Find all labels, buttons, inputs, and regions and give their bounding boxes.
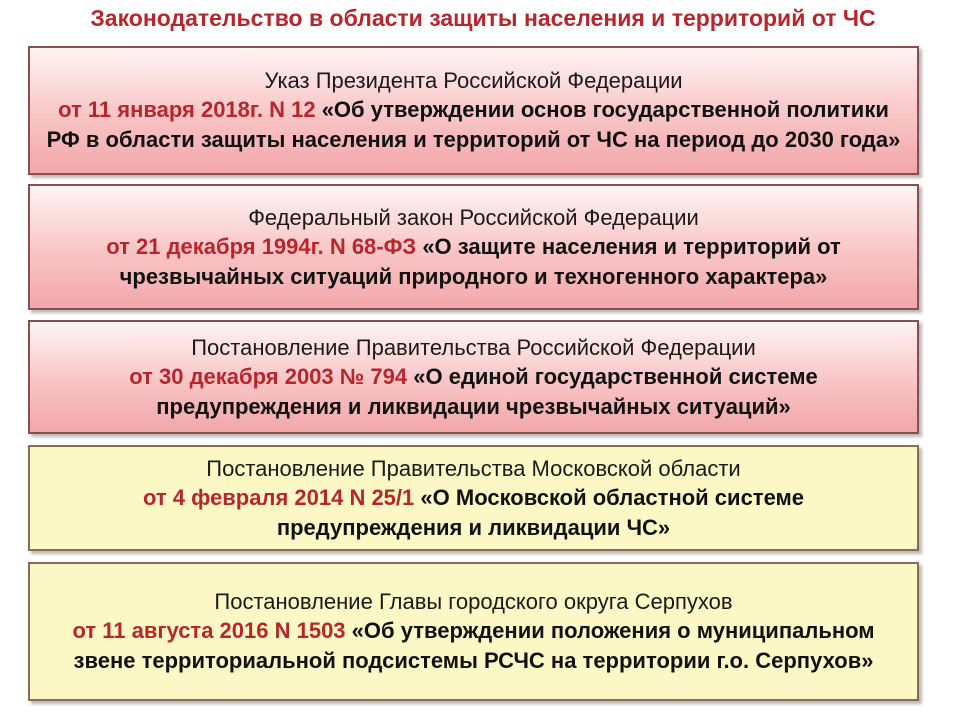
legal-act-date: от 11 августа 2016 N 1503 <box>72 618 346 643</box>
legal-act-description: «О Московской областной системе предупреждения и ликвидации ЧС» <box>276 484 805 540</box>
legal-act-description: «О единой государственной системе предупреждения и ликвидации чрезвычайных ситуаций» <box>156 363 818 419</box>
legal-act-date: от 4 февраля 2014 N 25/1 <box>142 484 415 510</box>
legal-act-date: от 11 января 2018г. N 12 <box>58 97 316 122</box>
legal-act-heading: Постановление Правительства Московской области <box>206 455 741 481</box>
legal-act-heading: Постановление Правительства Российской Федерации <box>191 334 756 360</box>
legal-act-body <box>44 232 903 292</box>
legal-act-date: от 21 декабря 1994г. N 68-ФЗ <box>106 233 417 259</box>
legal-act-card <box>28 562 919 701</box>
legal-act-body <box>44 362 903 422</box>
legal-act-heading: Указ Президента Российской Федерации <box>264 68 683 93</box>
legal-act-body <box>44 483 903 543</box>
legal-act-description: «Об утверждении положения о муниципальном звене территориальной подсистемы РСЧС на территории г.о. Серпухов» <box>73 618 875 673</box>
legal-act-description: «О защите населения и территорий от чрезвычайных ситуаций природного и техногенного характера» <box>119 233 841 289</box>
page-title: Законодательство в области защиты населения и территорий от ЧС <box>90 5 876 31</box>
legal-act-body <box>44 616 903 676</box>
legal-act-card <box>28 184 919 310</box>
legal-act-date: от 30 декабря 2003 № 794 <box>129 363 408 389</box>
legal-act-card <box>28 445 919 551</box>
legal-act-card <box>28 320 919 434</box>
legal-act-heading: Постановление Главы городского округа Серпухов <box>214 589 733 614</box>
legal-act-body <box>44 95 903 155</box>
legal-act-description: «Об утверждении основ государственной политики РФ в области защиты населения и территорий от ЧС на период до 2030 года» <box>46 97 901 152</box>
legal-act-card <box>28 46 919 175</box>
legal-act-heading: Федеральный закон Российской Федерации <box>248 204 699 230</box>
